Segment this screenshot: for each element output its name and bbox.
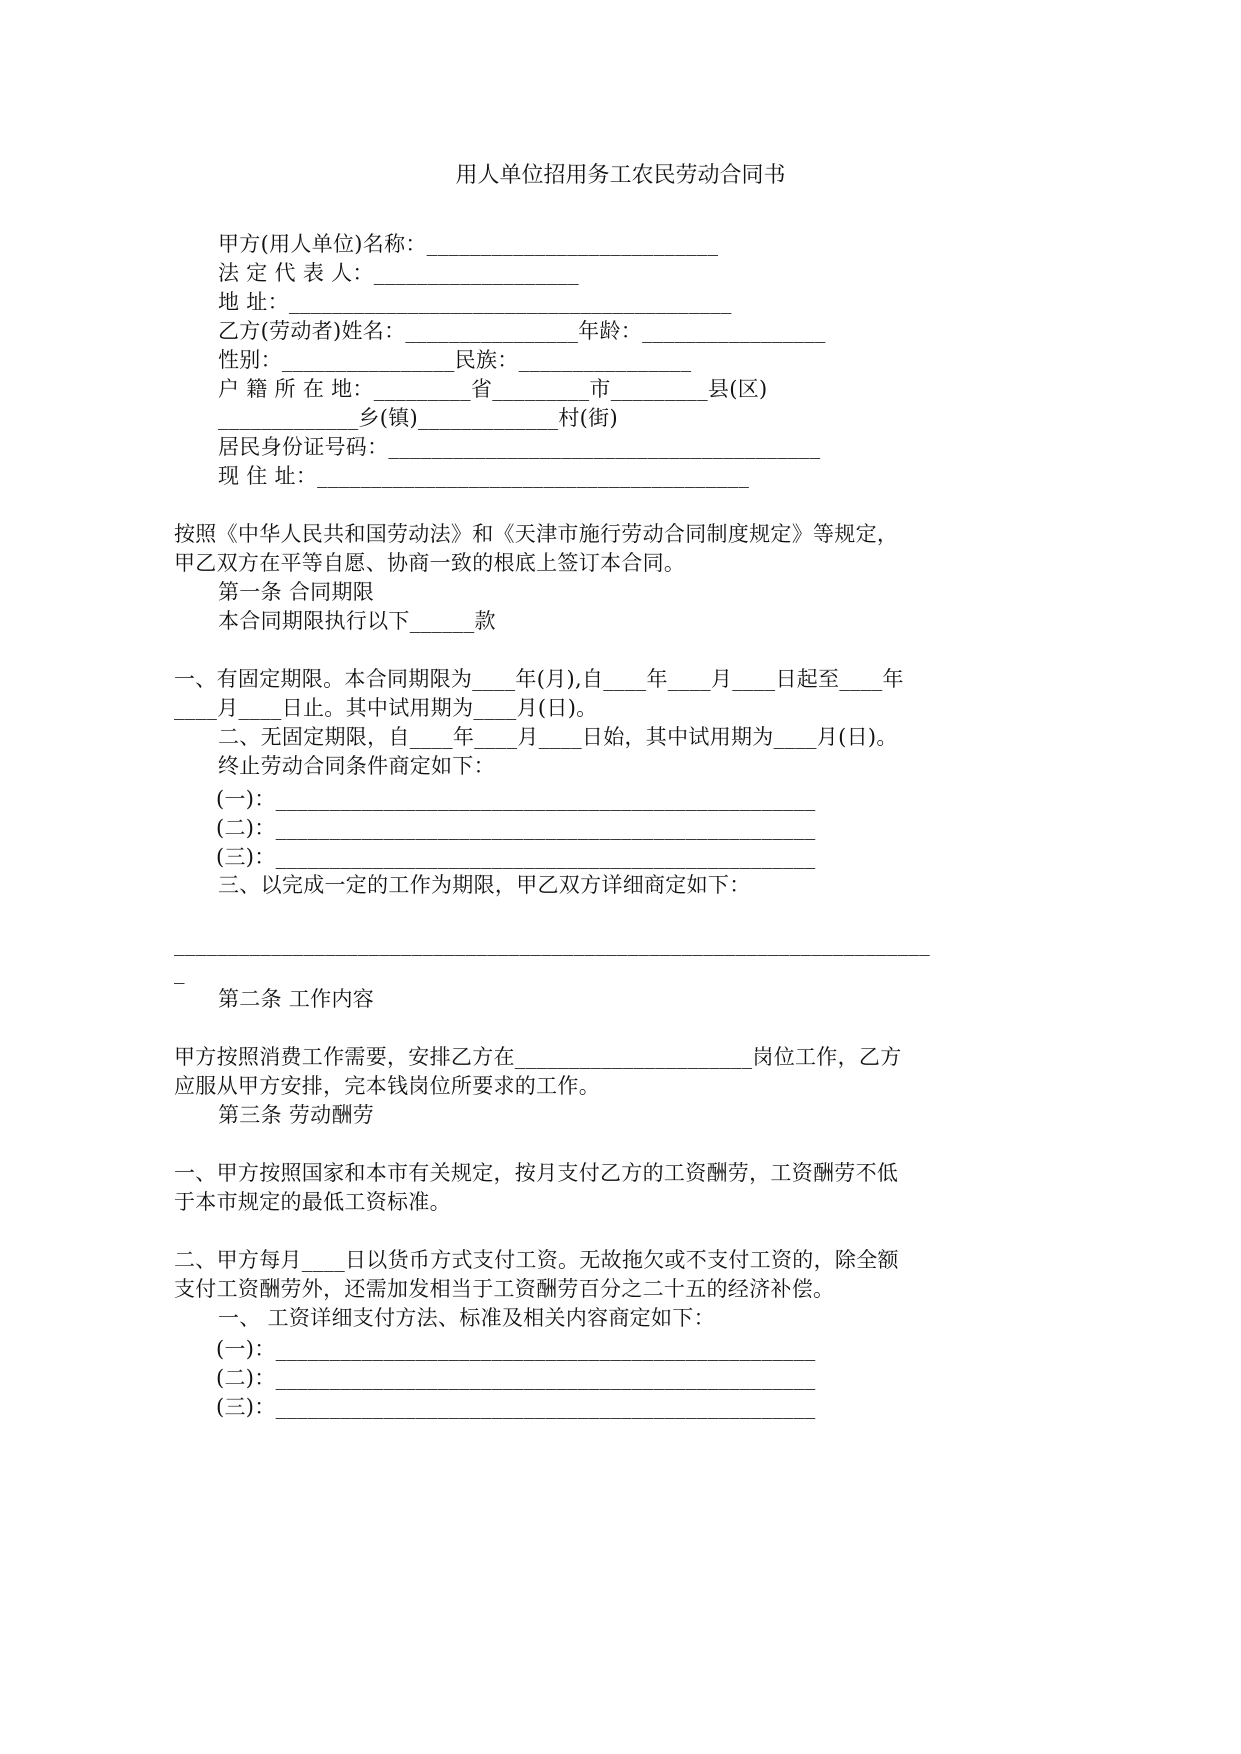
household-registration-continued: _____________乡(镇)_____________村(街): [218, 406, 618, 430]
termination-item-3: (三)：__________________________________________________: [216, 845, 816, 869]
gender-ethnicity-field: 性别：________________民族：________________: [218, 348, 692, 372]
fixed-term-line-1: 一、有固定期限。本合同期限为____年(月),自____年____月____日起至____年: [174, 667, 904, 691]
article-3-clause-1-line-2: 于本市规定的最低工资标准。: [174, 1190, 451, 1214]
wage-term-item-3: (三)：__________________________________________________: [216, 1395, 816, 1419]
employer-name-field: 甲方(用人单位)名称：___________________________: [218, 232, 719, 256]
article-2-body-2: 应服从甲方安排，完本钱岗位所要求的工作。: [174, 1074, 600, 1098]
wage-payment-terms-intro: 一、 工资详细支付方法、标准及相关内容商定如下：: [218, 1306, 715, 1330]
article-3-clause-2-line-1: 二、甲方每月____日以货币方式支付工资。无故拖欠或不支付工资的，除全额: [174, 1248, 899, 1272]
task-term-line: 三、以完成一定的工作为期限，甲乙双方详细商定如下：: [218, 873, 751, 897]
current-address-field: 现 住 址：________________________________________: [218, 464, 750, 488]
article-3-clause-1-line-1: 一、甲方按照国家和本市有关规定，按月支付乙方的工资酬劳，工资酬劳不低: [174, 1161, 899, 1185]
article-3-heading: 第三条 劳动酬劳: [218, 1103, 375, 1127]
article-1-heading: 第一条 合同期限: [218, 580, 375, 604]
article-2-body-1: 甲方按照消费工作需要，安排乙方在______________________岗位工作，乙方: [174, 1045, 902, 1069]
document-title: 用人单位招用务工农民劳动合同书: [455, 163, 786, 188]
open-term-line: 二、无固定期限，自____年____月____日始，其中试用期为____月(日)。: [218, 725, 898, 749]
termination-item-2: (二)：__________________________________________________: [216, 816, 816, 840]
task-term-blank-tail: _: [174, 960, 185, 984]
termination-conditions-intro: 终止劳动合同条件商定如下：: [218, 754, 495, 778]
article-1-intro: 本合同期限执行以下______款: [218, 609, 496, 633]
legal-representative-field: 法 定 代 表 人：___________________: [218, 261, 579, 285]
fixed-term-line-2: ____月____日止。其中试用期为____月(日)。: [174, 696, 598, 720]
household-registration-field: 户 籍 所 在 地：_________省_________市_________县(区): [218, 377, 768, 401]
id-number-field: 居民身份证号码：________________________________________: [218, 435, 821, 459]
preamble-line-2: 甲乙双方在平等自愿、协商一致的根底上签订本合同。: [174, 551, 686, 575]
termination-item-1: (一)：__________________________________________________: [216, 787, 816, 811]
preamble-line-1: 按照《中华人民共和国劳动法》和《天津市施行劳动合同制度规定》等规定，: [174, 522, 899, 546]
wage-term-item-1: (一)：__________________________________________________: [216, 1337, 816, 1361]
employer-address-field: 地 址：_________________________________________: [218, 290, 732, 314]
article-3-clause-2-line-2: 支付工资酬劳外，还需加发相当于工资酬劳百分之二十五的经济补偿。: [174, 1277, 835, 1301]
article-2-heading: 第二条 工作内容: [218, 987, 375, 1011]
wage-term-item-2: (二)：__________________________________________________: [216, 1366, 816, 1390]
worker-name-age-field: 乙方(劳动者)姓名：________________年龄：_________________: [218, 319, 826, 343]
task-term-blank: ______________________________________________________________________: [174, 932, 930, 956]
